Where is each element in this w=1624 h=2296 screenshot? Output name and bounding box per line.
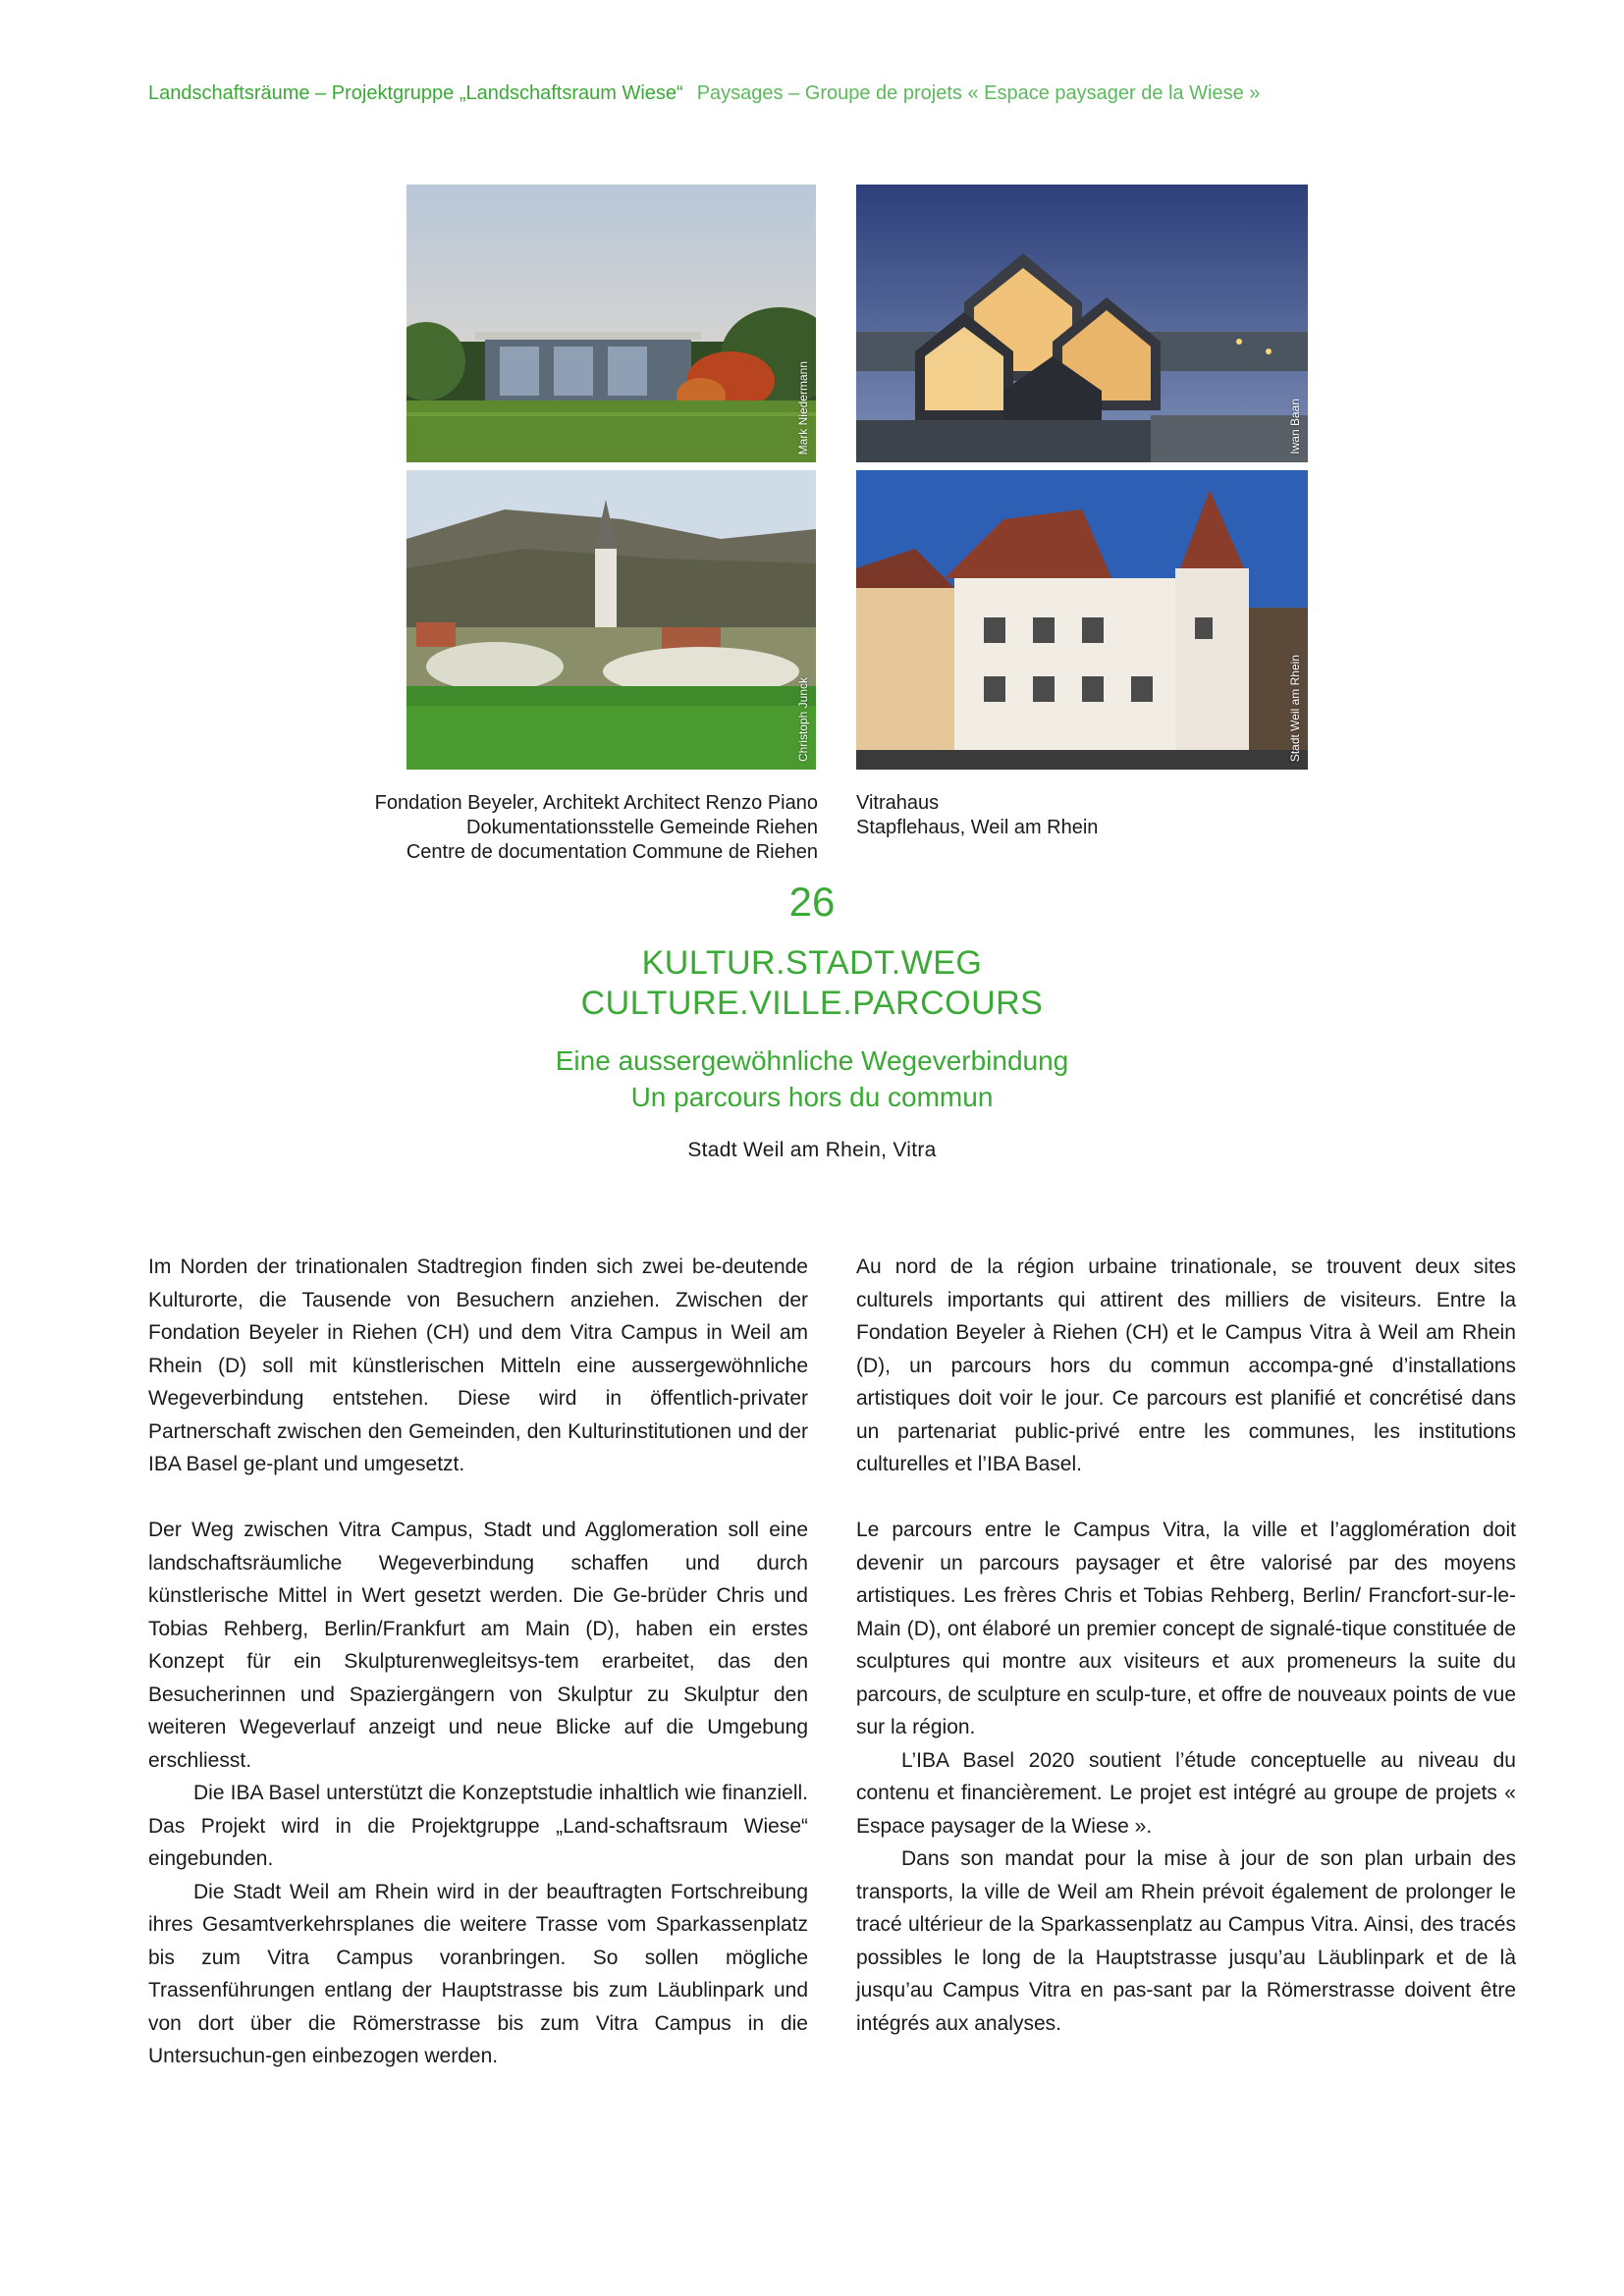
body-paragraph: Au nord de la région urbaine trinationale, se trouvent deux sites culturels importants qui attirent des milliers de visiteurs. Entre la Fondation Beyeler à Riehen (CH) et le Campus Vitra à Weil am Rhein (D), un parcours hors du commun accompa-gné d’installations artistiques doit voir le jour. Ce parcours est planifié et concrétisé dans un partenariat public-privé entre les communes, les institutions culturelles et l’IBA Basel. <box>856 1255 1516 1475</box>
fondation-beyeler-image <box>406 185 816 462</box>
project-number: 26 <box>788 879 836 925</box>
caption-line: Fondation Beyeler, Architekt Architect Renzo Piano <box>374 792 818 814</box>
title-de: KULTUR.STADT.WEG <box>641 944 983 982</box>
body-paragraph: L’IBA Basel 2020 soutient l’étude conceptuelle au niveau du contenu et financièrement. Le projet est intégré au groupe de projets « Espace paysager de la Wiese ». <box>856 1748 1516 1838</box>
photo-credit: Christoph Junck <box>796 676 810 762</box>
title-fr: CULTURE.VILLE.PARCOURS <box>580 985 1044 1022</box>
running-header <box>148 82 1260 105</box>
subtitle-de: Eine aussergewöhnliche Wegeverbindung <box>555 1045 1069 1076</box>
caption-line: Dokumentationsstelle Gemeinde Riehen <box>466 817 818 838</box>
vitrahaus-image <box>856 185 1308 462</box>
photo-vitrahaus <box>856 185 1308 462</box>
photo-fondation-beyeler <box>406 185 816 462</box>
caption-line: Stapflehaus, Weil am Rhein <box>856 817 1099 838</box>
photo-credit: Mark Niedermann <box>796 360 810 454</box>
subtitle-fr: Un parcours hors du commun <box>630 1082 994 1112</box>
body-paragraph: Die IBA Basel unterstützt die Konzeptstudie inhaltlich wie finanziell. Das Projekt wird in die Projektgruppe „Land-schaftsraum Wiese“ eingebunden. <box>148 1782 808 1870</box>
body-paragraph: Der Weg zwischen Vitra Campus, Stadt und Agglomeration soll eine landschaftsräumliche Wegeverbindung schaffen und durch künstlerische Mittel in Wert gesetzt werden. Die Ge-brüder Chris und Tobias Rehberg, Berlin/Frankfurt am Main (D), haben ein erstes Konzept für ein Skulpturenwegleitsys-tem erarbeitet, das den Besucherinnen und Spaziergängern von Skulptur zu Skulptur den weiteren Wegeverlauf anzeigt und neue Blicke auf die Umgebung erschliesst. <box>148 1519 808 1772</box>
body-paragraph: Le parcours entre le Campus Vitra, la ville et l’agglomération doit devenir un parcours paysager et être valorisé par des moyens artistiques. Les frères Chris et Tobias Rehberg, Berlin/ Francfort-sur-le-Main (D), ont élaboré un premier concept de signalé-tique constituée de sculptures qui montre aux visiteurs et aux promeneurs la suite du parcours, de sculpture en sculp-ture, et offre de nouveaux points de vue sur la région. <box>856 1519 1516 1738</box>
header-fr: Paysages – Groupe de projets « Espace paysager de la Wiese » <box>696 82 1261 104</box>
photo-stapflehaus <box>856 470 1308 770</box>
body-column-de <box>148 1251 808 2073</box>
body-paragraph: Die Stadt Weil am Rhein wird in der beauftragten Fortschreibung ihres Gesamtverkehrsplanes die weitere Trasse vom Sparkassenplatz bis zum Vitra Campus voranbringen. So sollen mögliche Trassenführungen entlang der Hauptstrasse bis zum Läublinpark und von dort über die Römerstrasse bis zum Vitra Campus in die Untersuchun-gen einbezogen werden. <box>148 1880 808 2067</box>
project-authors: Stadt Weil am Rhein, Vitra <box>687 1139 937 1161</box>
photo-credit: Iwan Baan <box>1288 399 1302 454</box>
photo-credit: Stadt Weil am Rhein <box>1288 654 1302 762</box>
caption-line: Centre de documentation Commune de Riehen <box>406 841 818 863</box>
caption-left <box>375 791 818 865</box>
caption-line: Vitrahaus <box>856 792 940 814</box>
body-paragraph: Dans son mandat pour la mise à jour de son plan urbain des transports, la ville de Weil am Rhein prévoit également de prolonger le tracé ultérieur de la Sparkassenplatz au Campus Vitra. Ainsi, des tracés possibles le long de la Hauptstrasse jusqu’au Läublinpark et de là jusqu’au Campus Vitra en pas-sant par la Römerstrasse doivent être intégrés aux analyses. <box>856 1847 1516 2035</box>
body-paragraph: Im Norden der trinationalen Stadtregion finden sich zwei be-deutende Kulturorte, die Tausende von Besuchern anziehen. Zwischen der Fondation Beyeler in Riehen (CH) und dem Vitra Campus in Weil am Rhein (D) soll mit künstlerischen Mitteln eine aussergewöhnliche Wegeverbindung entstehen. Diese wird in öffentlich-privater Partnerschaft zwischen den Gemeinden, den Kulturinstitutionen und der IBA Basel ge-plant und umgesetzt. <box>148 1255 808 1475</box>
caption-right <box>856 791 1098 840</box>
riehen-church-image <box>406 470 816 770</box>
body-column-fr <box>856 1251 1516 2040</box>
stapflehaus-image <box>856 470 1308 770</box>
header-de: Landschaftsräume – Projektgruppe „Landschaftsraum Wiese“ <box>148 82 683 104</box>
photo-riehen-church <box>406 470 816 770</box>
